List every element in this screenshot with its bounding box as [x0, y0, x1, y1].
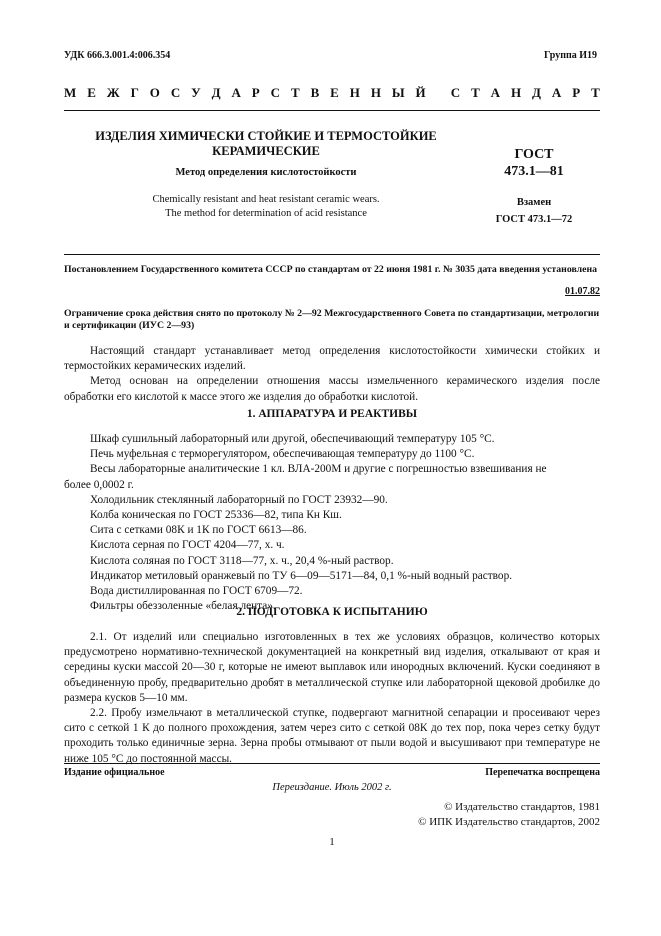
- gost-number: 473.1—81: [504, 164, 564, 179]
- list-item: Фильтры обеззоленные «белая лента».: [90, 600, 276, 613]
- banner-letter: Т: [290, 85, 300, 100]
- section-heading: 2. ПОДГОТОВКА К ИСПЫТАНИЮ: [236, 606, 428, 618]
- header-divider: [64, 110, 600, 111]
- limitation-note: Ограничение срока действия снято по протоколу № 2—92 Межгосударственного Совета по стандартизации, метрологии и сертификации (ИУС 2—93): [64, 308, 600, 331]
- intro-text: [64, 344, 600, 405]
- banner-letter: Й: [415, 85, 426, 100]
- banner-letter: Е: [87, 85, 96, 100]
- document-subtitle: Метод определения кислотостойкости: [175, 167, 357, 178]
- english-title: [64, 193, 468, 221]
- replace-number: ГОСТ 473.1—72: [495, 214, 573, 225]
- banner-letter: Т: [471, 85, 480, 100]
- banner-gap: [437, 85, 440, 101]
- document-title: ИЗДЕЛИЯ ХИМИЧЕСКИ СТОЙКИЕ И ТЕРМОСТОЙКИЕ КЕРАМИЧЕСКИЕ: [95, 129, 437, 158]
- list-item: Индикатор метиловый оранжевый по ТУ 6—09—5171—84, 0,1 %-ный водный раствор.: [90, 569, 513, 582]
- page-number: 1: [329, 836, 335, 848]
- banner-letter: О: [149, 85, 160, 100]
- intro-paragraph: Метод основан на определении отношения массы измельченного керамического изделия после обработки его кислотой к массе этого же изделия до обработки кислотой.: [64, 375, 600, 403]
- banner-letter: Ы: [391, 85, 405, 100]
- banner-letter: Е: [330, 85, 339, 100]
- footer-divider: [64, 763, 600, 764]
- replace-label: Взамен: [516, 197, 552, 208]
- list-item: Холодильник стеклянный лабораторный по ГОСТ 23932—90.: [90, 493, 388, 506]
- banner-letter: У: [191, 85, 201, 100]
- banner-letter: С: [170, 85, 181, 100]
- replacement-info: [468, 194, 600, 228]
- title-divider: [64, 254, 600, 255]
- english-title-line: Chemically resistant and heat resistant ceramic wears.: [152, 194, 380, 205]
- list-item: Печь муфельная с терморегулятором, обеспечивающая температуру до 1100 °С.: [90, 448, 475, 461]
- introduction-date: 01.07.82: [565, 286, 600, 297]
- banner-letter: Н: [510, 85, 522, 100]
- section-heading: 1. АППАРАТУРА И РЕАКТИВЫ: [246, 408, 418, 420]
- gost-label: ГОСТ: [514, 147, 554, 162]
- banner-letter: Д: [211, 85, 221, 100]
- list-item: Кислота серная по ГОСТ 4204—77, х. ч.: [90, 539, 285, 552]
- banner-letter: С: [450, 85, 461, 100]
- preparation-text: [64, 630, 600, 767]
- list-item: Весы лабораторные аналитические 1 кл. ВЛА-200М и другие с погрешностью взвешивания не: [90, 463, 547, 476]
- banner-letter: А: [231, 85, 241, 100]
- banner-letter: А: [551, 85, 562, 100]
- list-item: Вода дистиллированная по ГОСТ 6709—72.: [90, 585, 303, 598]
- banner-letter: Г: [130, 85, 139, 100]
- reprint-forbidden: Перепечатка воспрещена: [485, 767, 600, 778]
- gost-code: [468, 146, 600, 180]
- english-title-line: The method for determination of acid resistance: [165, 208, 367, 219]
- list-item: Колба коническая по ГОСТ 25336—82, типа Кн Кш.: [90, 509, 342, 522]
- preparation-paragraph: 2.2. Пробу измельчают в металлической ступке, подвергают магнитной сепарации и просеивают через сито с сеткой 1 К до полного прохождения, затем через сито с сеткой 08К до тех пор, пока через сетку будут проходить только единичные зерна. Зерна пробы отмывают от пыли водой и высушивают при температуре не ниже 105 °С до постоянной массы.: [64, 707, 600, 765]
- banner-letter: Ж: [106, 85, 120, 100]
- banner-letter: В: [310, 85, 320, 100]
- udk-code: УДК 666.3.001.4:006.354: [64, 50, 171, 61]
- banner-letter: Р: [572, 85, 581, 100]
- preparation-paragraph: 2.1. От изделий или специально изготовленных в тех же условиях образцов, количество которых предусмотрено нормативно-технической документацией на конкретный вид изделия, откалывают от края и середины куски массой 20—30 г, которые не имеют выплавок или инородных включений. Куски соединяют в объединенную пробу, предварительно дробят в металлической ступке или лабораторной щековой дробилке до размера кусков 5—10 мм.: [64, 631, 600, 704]
- official-edition: Издание официальное: [64, 767, 165, 778]
- banner-letter: А: [490, 85, 501, 100]
- list-item: более 0,0002 г.: [64, 478, 134, 491]
- banner-letter: Н: [370, 85, 381, 100]
- copyright-line: © Издательство стандартов, 1981: [444, 801, 600, 813]
- banner-letter: Н: [349, 85, 360, 100]
- copyright-line: © ИПК Издательство стандартов, 2002: [418, 816, 600, 828]
- equipment-list: [64, 432, 600, 614]
- list-item: Кислота соляная по ГОСТ 3118—77, х. ч., 20,4 %-ный раствор.: [90, 554, 394, 567]
- intro-paragraph: Настоящий стандарт устанавливает метод определения кислотостойкости химически стойких и термостойких керамических изделий.: [64, 345, 600, 373]
- banner-letter: Р: [251, 85, 260, 100]
- group-code: Группа И19: [544, 50, 597, 61]
- decree-text: Постановлением Государственного комитета СССР по стандартам от 22 июня 1981 г. № 3035 дата введения установлена: [64, 264, 598, 275]
- reissue-note: Переиздание. Июль 2002 г.: [272, 782, 392, 793]
- banner-letter: Д: [532, 85, 541, 100]
- banner-letter: М: [64, 85, 77, 100]
- list-item: Сита с сетками 08К и 1К по ГОСТ 6613—86.: [90, 524, 307, 537]
- banner-letter: Т: [591, 85, 600, 100]
- standard-banner: [64, 85, 600, 101]
- list-item: Шкаф сушильный лабораторный или другой, обеспечивающий температуру 105 °С.: [90, 433, 495, 445]
- banner-letter: С: [270, 85, 281, 100]
